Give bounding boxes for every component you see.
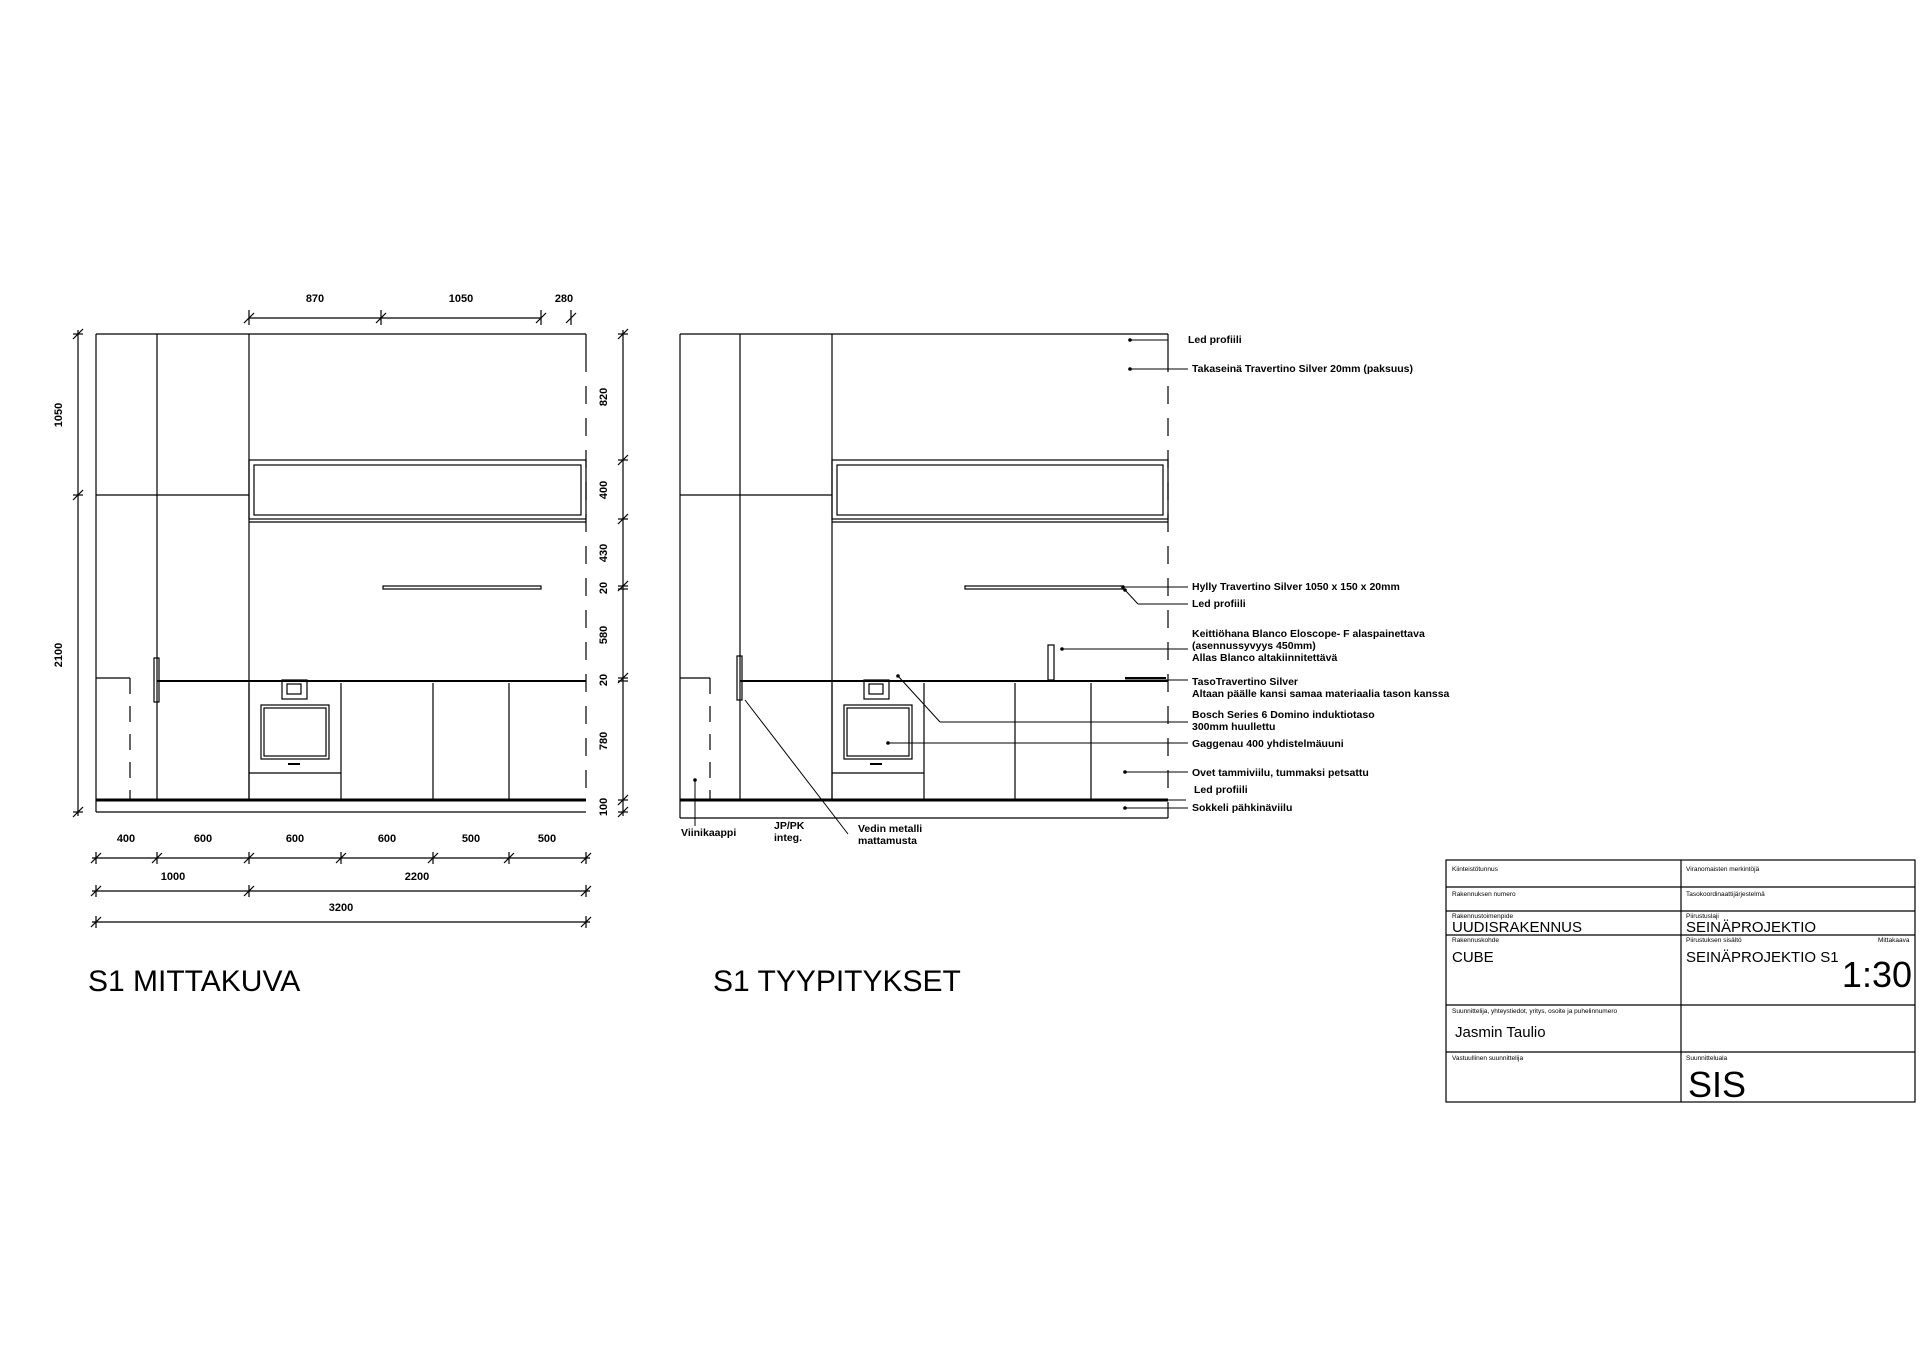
note-countertop-1: TasoTravertino Silver [1192,676,1299,688]
annotation-leaders [695,340,1188,834]
left-elevation [96,334,586,812]
note-oven: Gaggenau 400 yhdistelmäuuni [1192,738,1344,750]
dim-right-6: 20 [598,673,610,687]
dim-bottom-row3: 3200 [328,902,354,914]
tb-label-rakennuskohde: Rakennuskohde [1452,937,1499,944]
note-plinth: Sokkeli pähkinäviilu [1192,802,1293,814]
note-doors: Ovet tammiviilu, tummaksi petsattu [1192,767,1369,779]
tb-value-mittakaava: 1:30 [1841,954,1912,995]
tb-value-piirustuslaji: SEINÄPROJEKTIO [1686,919,1817,936]
dim-top-1: 870 [305,293,325,305]
note-hob-1: Bosch Series 6 Domino induktiotaso [1192,709,1375,721]
tb-label-viranomaisten: Viranomaisten merkintöjä [1686,866,1760,873]
note-sink: Allas Blanco altakiinnitettävä [1192,652,1338,664]
label-jppk: JP/PK [774,820,805,832]
tb-label-suunnitteluala: Suunnitteluala [1686,1055,1728,1062]
dim-bottom-1: 400 [116,833,136,845]
dim-right-5: 580 [598,625,610,645]
tb-label-suunnittelija: Suunnittelija, yhteystiedot, yritys, osoite ja puhelinnumero [1452,1008,1618,1015]
left-top-dimension [244,310,576,325]
dim-bottom-row2-1: 1000 [160,871,186,883]
dim-bottom-2: 600 [193,833,213,845]
left-vertical-dimension [73,329,83,817]
note-led-profile-shelf: Led profiili [1192,598,1246,610]
dim-right-2: 400 [598,480,610,500]
tb-label-piirustuksen-sisalto: Piirustuksen sisältö [1686,937,1742,944]
note-led-profile-plinth: Led profiili [1194,784,1248,796]
tb-label-tasokoordinaatti: Tasokoordinaattijärjestelmä [1686,891,1765,898]
dim-left-2: 2100 [53,642,65,668]
label-integ: integ. [774,832,802,844]
label-handle-1: Vedin metalli [858,823,923,835]
note-hob-2: 300mm huullettu [1192,721,1276,733]
tb-label-mittakaava: Mittakaava [1878,937,1910,944]
dim-left-1: 1050 [53,402,65,428]
dim-top-3: 280 [554,293,574,305]
left-view-title: S1 MITTAKUVA [88,965,301,998]
tb-label-rakennustoimenpide: Rakennustoimenpide [1452,913,1514,920]
dim-bottom-5: 500 [461,833,481,845]
tb-value-suunnittelija: Jasmin Taulio [1455,1024,1546,1041]
right-view-title: S1 TYYPITYKSET [713,965,961,998]
bottom-dimensions [91,852,591,928]
note-led-profile-top: Led profiili [1188,334,1242,346]
tb-label-piirustuslaji: Piirustuslaji [1686,913,1719,920]
right-vertical-dimension [618,329,628,817]
dim-right-3: 430 [598,543,610,563]
dim-bottom-3: 600 [285,833,305,845]
note-faucet-1: Keittiöhana Blanco Eloscope- F alaspainettava [1192,628,1425,640]
tb-value-rakennuskohde: CUBE [1452,949,1494,966]
note-countertop-2: Altaan päälle kansi samaa materiaalia tason kanssa [1192,688,1450,700]
tb-label-vastuullinen: Vastuullinen suunnittelija [1452,1055,1524,1062]
tb-value-rakennustoimenpide: UUDISRAKENNUS [1452,919,1583,936]
dim-bottom-6: 500 [537,833,557,845]
dim-right-4: 20 [598,581,610,595]
dim-bottom-4: 600 [377,833,397,845]
tb-label-kiinteistotunnus: Kiinteistötunnus [1452,866,1498,873]
label-wine-cabinet: Viinikaappi [681,827,737,839]
note-faucet-2: (asennussyvyys 450mm) [1192,640,1316,652]
tb-value-piirustuksen-sisalto: SEINÄPROJEKTIO S1 [1686,949,1839,966]
dim-right-8: 100 [598,797,610,817]
note-backwall: Takaseinä Travertino Silver 20mm (paksuus) [1192,363,1413,375]
dim-bottom-row2-2: 2200 [404,871,430,883]
dim-top-2: 1050 [448,293,474,305]
right-elevation [680,334,1168,818]
note-shelf: Hylly Travertino Silver 1050 x 150 x 20mm [1192,581,1400,593]
tb-value-suunnitteluala: SIS [1688,1064,1747,1105]
tb-label-rakennuksen-numero: Rakennuksen numero [1452,891,1516,898]
dim-right-7: 780 [598,731,610,751]
label-handle-2: mattamusta [858,835,917,847]
dim-right-1: 820 [598,387,610,407]
